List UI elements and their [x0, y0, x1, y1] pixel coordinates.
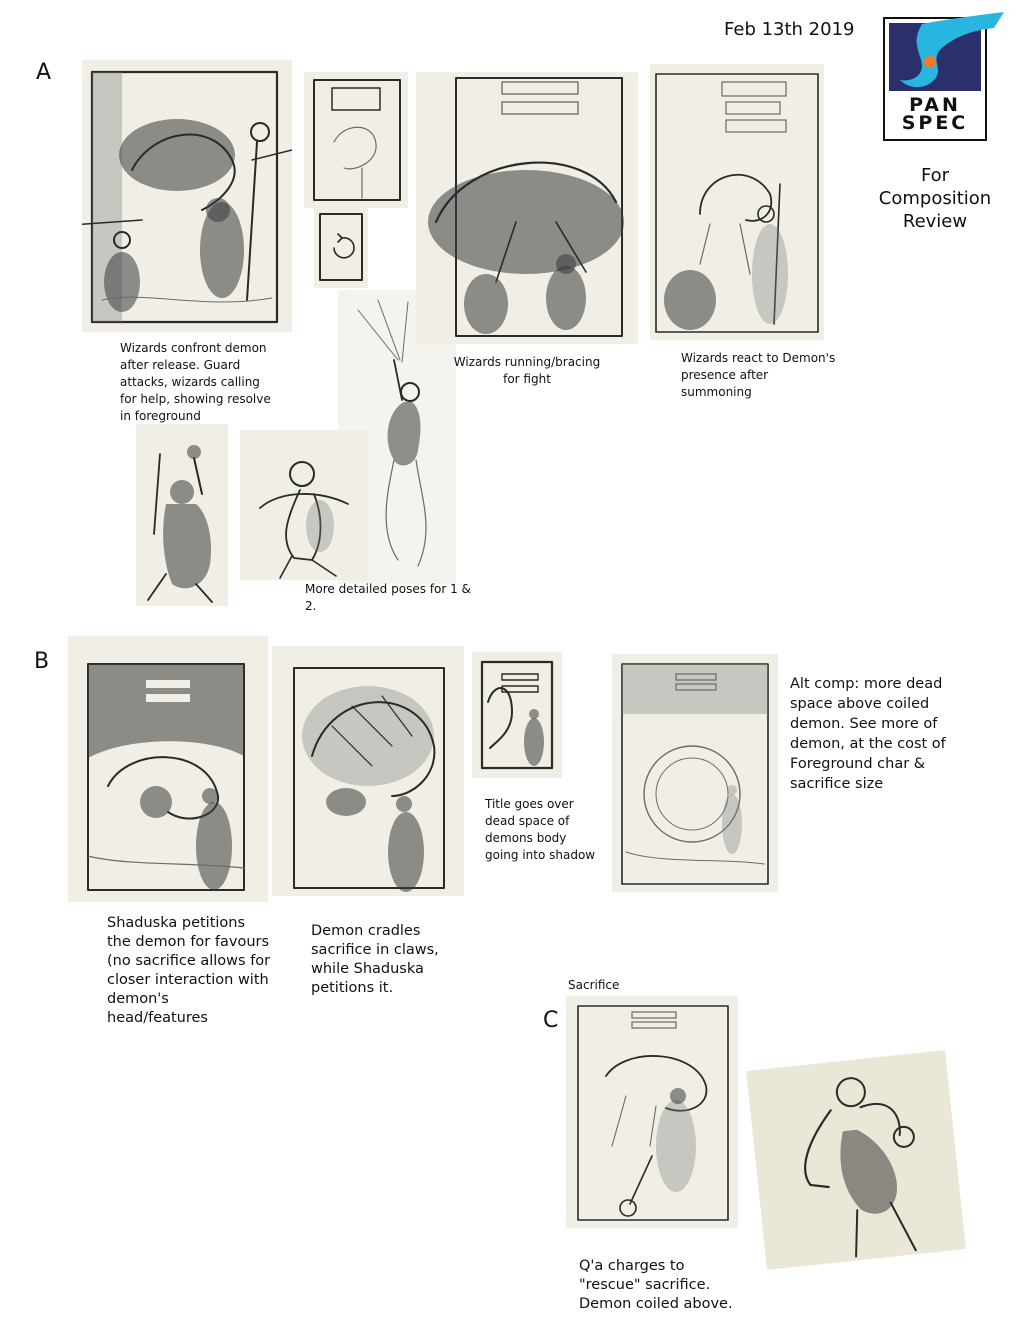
composition-review-note: For Composition Review	[878, 165, 992, 232]
sketch-b1-petitions	[68, 636, 268, 902]
section-a-letter: A	[36, 60, 52, 85]
caption-c: Q'a charges to "rescue" sacrifice. Demon coiled above.	[579, 1258, 733, 1312]
sketch-a2-running-bracing	[416, 72, 638, 344]
sketch-a-pose-shield	[240, 430, 368, 580]
sketch-c1-charges	[566, 996, 738, 1228]
caption-a1: Wizards confront demon after release. Guard attacks, wizards calling for help, showing resolve in foreground	[120, 341, 271, 423]
sketch-a1-wizards-confront	[82, 60, 292, 332]
section-b-letter: B	[34, 649, 50, 674]
sketch-c-figure-study	[746, 1050, 966, 1270]
caption-b2: Demon cradles sacrifice in claws, while Shaduska petitions it.	[311, 923, 439, 996]
sketch-a3-react-to-demon	[650, 64, 824, 340]
date-label: Feb 13th 2019	[724, 19, 855, 40]
caption-b3: Title goes over dead space of demons body going into shadow	[485, 797, 596, 862]
sketch-a-pose-sword	[136, 424, 228, 606]
sketch-b3-title-space	[472, 652, 562, 778]
sketch-a-thumb-bottom	[314, 208, 368, 288]
sketch-a-thumb-top	[304, 72, 408, 208]
caption-a2: Wizards running/bracing for fight	[453, 355, 601, 386]
caption-b1: Shaduska petitions the demon for favours (no sacrifice allows for closer interaction with demon's head/features	[107, 915, 271, 1026]
sketch-b4-alt-comp	[612, 654, 778, 892]
sketch-b2-cradles	[272, 646, 464, 896]
panspec-logo	[882, 10, 1006, 142]
logo-text: PAN SPEC	[901, 94, 969, 134]
caption-a3: Wizards react to Demon's presence after summoning	[681, 351, 836, 399]
sacrifice-label: Sacrifice	[568, 978, 620, 992]
section-c-letter: C	[543, 1008, 559, 1033]
caption-a-poses: More detailed poses for 1 & 2.	[305, 582, 471, 613]
caption-b4: Alt comp: more dead space above coiled demon. See more of demon, at the cost of Foreground char & sacrifice size	[790, 676, 946, 792]
